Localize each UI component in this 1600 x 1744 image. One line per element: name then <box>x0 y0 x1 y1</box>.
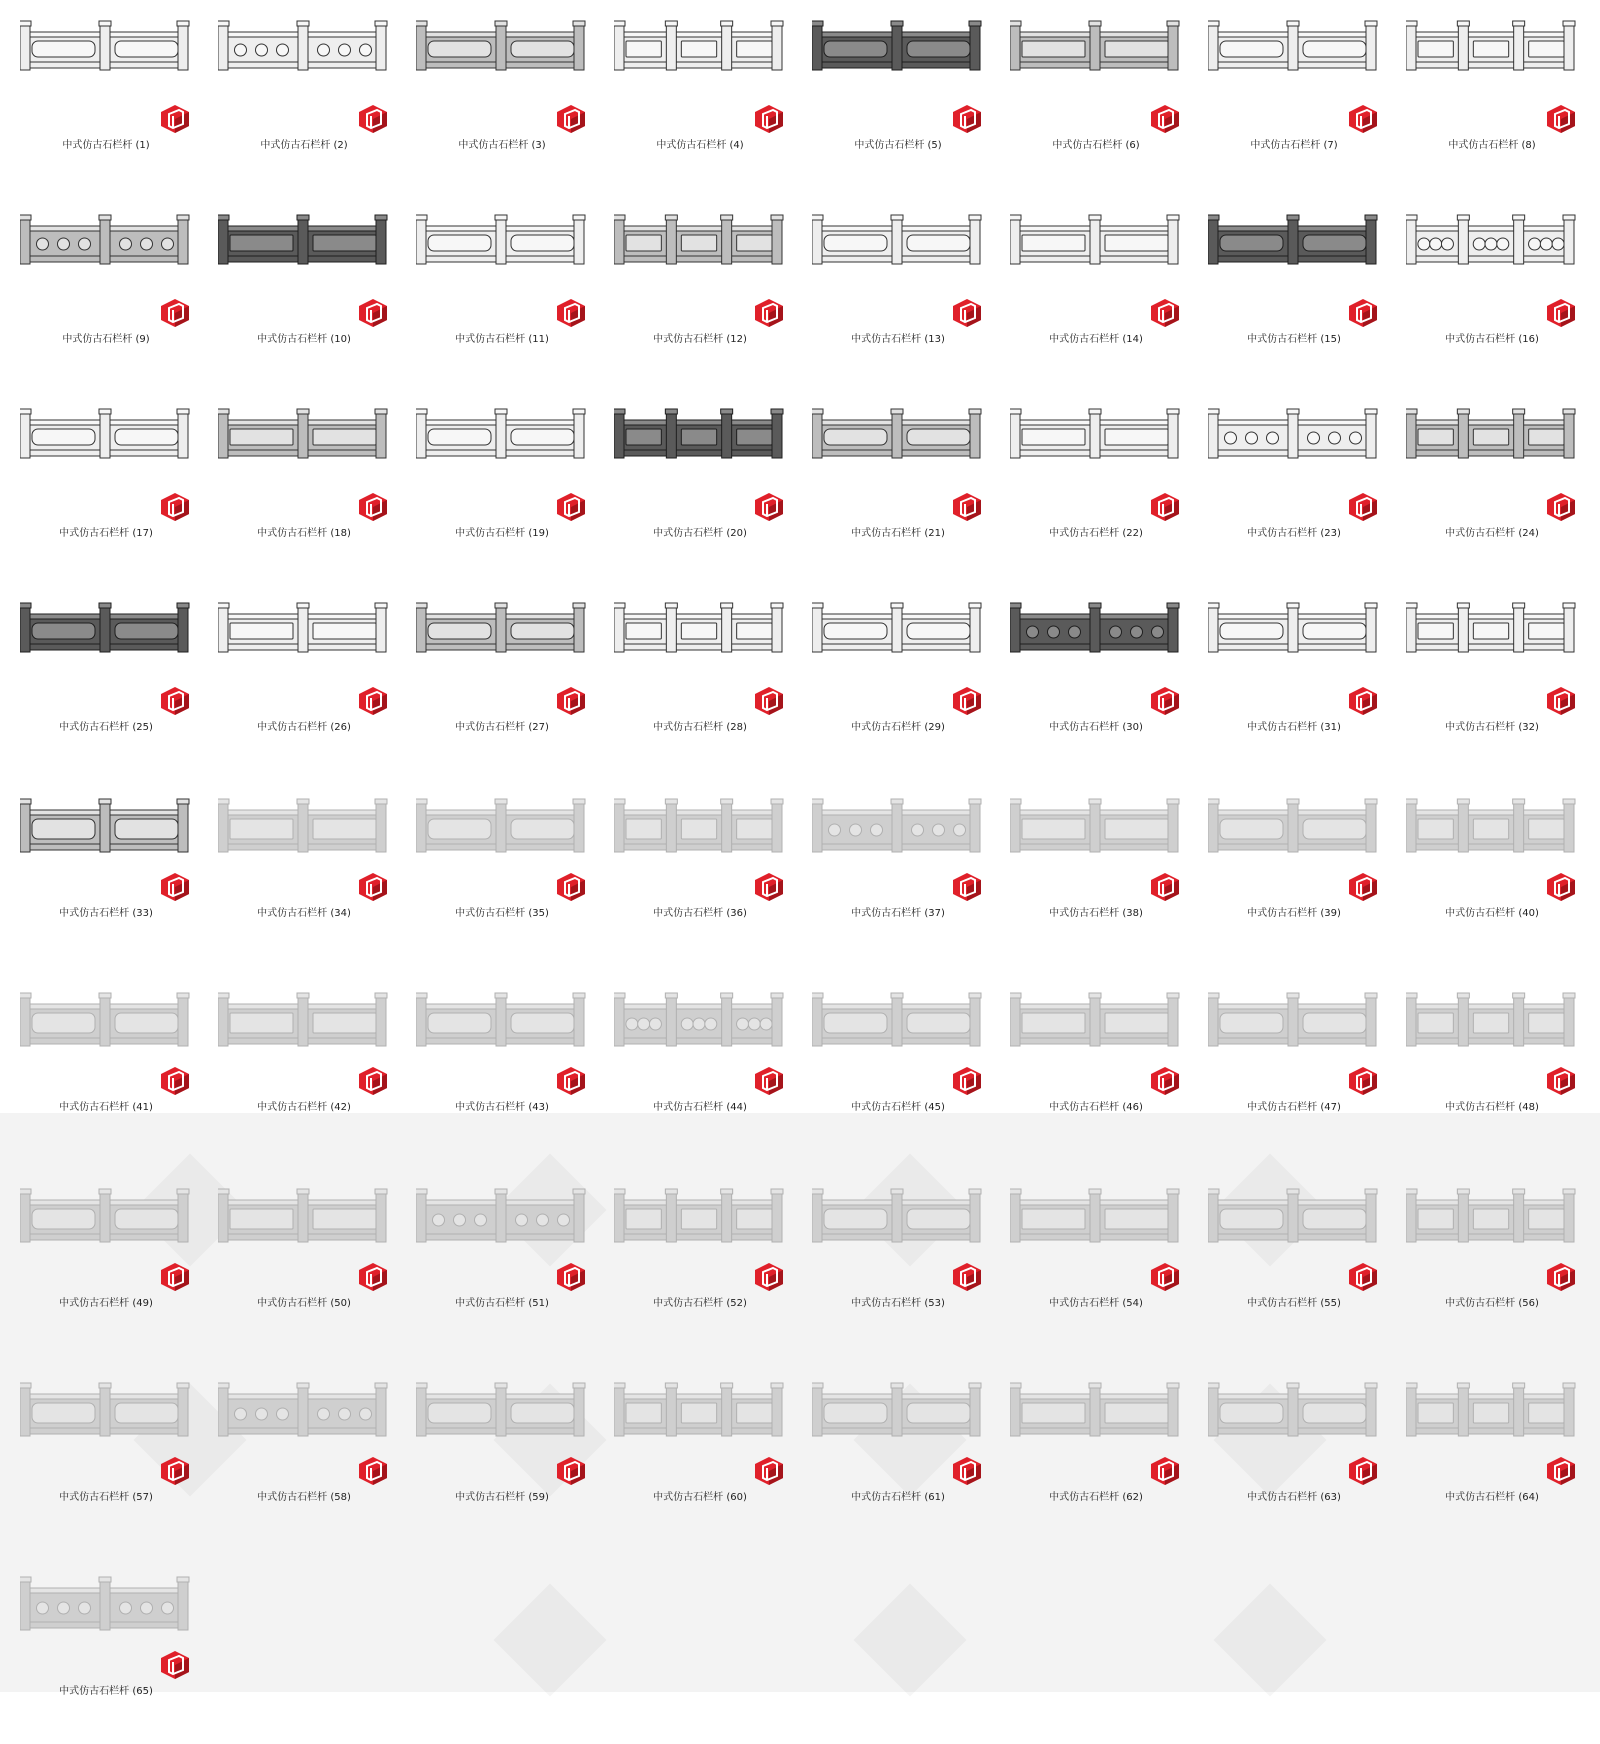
file-item[interactable] <box>1188 590 1386 780</box>
file-item[interactable] <box>198 776 396 966</box>
railing-thumbnail <box>614 1174 784 1258</box>
file-item[interactable] <box>990 202 1188 392</box>
railing-thumbnail <box>1010 16 1180 100</box>
sketchup-file-icon <box>754 1066 784 1096</box>
file-name-label: 中式仿古石栏杆 (43) <box>455 1102 549 1113</box>
file-name-label: 中式仿古石栏杆 (51) <box>455 1298 549 1309</box>
file-item[interactable] <box>990 970 1188 1160</box>
sketchup-file-icon <box>160 1456 190 1486</box>
sketchup-file-icon <box>160 1262 190 1292</box>
railing-thumbnail <box>218 210 388 294</box>
railing-thumbnail <box>416 404 586 488</box>
file-item[interactable] <box>594 202 792 392</box>
sketchup-file-icon <box>1150 104 1180 134</box>
file-name-label: 中式仿古石栏杆 (20) <box>653 528 747 539</box>
railing-thumbnail <box>416 784 586 868</box>
file-name-label: 中式仿古石栏杆 (55) <box>1247 1298 1341 1309</box>
sketchup-file-icon <box>556 686 586 716</box>
railing-thumbnail <box>1010 784 1180 868</box>
sketchup-file-icon <box>358 872 388 902</box>
file-name-label: 中式仿古石栏杆 (11) <box>455 334 549 345</box>
railing-thumbnail <box>812 784 982 868</box>
sketchup-file-icon <box>1150 492 1180 522</box>
file-item[interactable] <box>1386 1360 1584 1550</box>
file-name-label: 中式仿古石栏杆 (30) <box>1049 722 1143 733</box>
railing-thumbnail <box>1406 16 1576 100</box>
file-item[interactable] <box>0 202 198 392</box>
railing-thumbnail <box>812 404 982 488</box>
railing-thumbnail <box>20 1368 190 1452</box>
sketchup-file-icon <box>160 872 190 902</box>
sketchup-file-icon <box>1150 1456 1180 1486</box>
sketchup-file-icon <box>754 104 784 134</box>
file-name-label: 中式仿古石栏杆 (7) <box>1250 140 1338 151</box>
railing-thumbnail <box>1406 404 1576 488</box>
file-name-label: 中式仿古石栏杆 (2) <box>260 140 348 151</box>
file-name-label: 中式仿古石栏杆 (40) <box>1445 908 1539 919</box>
file-name-label: 中式仿古石栏杆 (9) <box>62 334 150 345</box>
railing-thumbnail <box>1406 598 1576 682</box>
sketchup-file-icon <box>160 298 190 328</box>
file-item[interactable] <box>198 970 396 1160</box>
file-name-label: 中式仿古石栏杆 (63) <box>1247 1492 1341 1503</box>
railing-thumbnail <box>614 404 784 488</box>
file-name-label: 中式仿古石栏杆 (39) <box>1247 908 1341 919</box>
file-name-label: 中式仿古石栏杆 (12) <box>653 334 747 345</box>
file-name-label: 中式仿古石栏杆 (5) <box>854 140 942 151</box>
file-item[interactable] <box>990 8 1188 198</box>
file-name-label: 中式仿古石栏杆 (27) <box>455 722 549 733</box>
file-name-label: 中式仿古石栏杆 (59) <box>455 1492 549 1503</box>
file-name-label: 中式仿古石栏杆 (44) <box>653 1102 747 1113</box>
file-name-label: 中式仿古石栏杆 (22) <box>1049 528 1143 539</box>
sketchup-file-icon <box>160 104 190 134</box>
railing-thumbnail <box>614 784 784 868</box>
sketchup-file-icon <box>754 686 784 716</box>
railing-thumbnail <box>416 1174 586 1258</box>
railing-thumbnail <box>218 1174 388 1258</box>
sketchup-file-icon <box>754 1456 784 1486</box>
sketchup-file-icon <box>952 686 982 716</box>
sketchup-file-icon <box>358 1066 388 1096</box>
file-item[interactable] <box>1386 590 1584 780</box>
sketchup-file-icon <box>754 492 784 522</box>
railing-thumbnail <box>20 1174 190 1258</box>
sketchup-file-icon <box>556 104 586 134</box>
railing-thumbnail <box>1406 210 1576 294</box>
file-name-label: 中式仿古石栏杆 (58) <box>257 1492 351 1503</box>
railing-thumbnail <box>1010 1368 1180 1452</box>
file-item[interactable] <box>594 1360 792 1550</box>
sketchup-file-icon <box>1348 298 1378 328</box>
railing-thumbnail <box>812 210 982 294</box>
file-item[interactable] <box>1188 1360 1386 1550</box>
sketchup-file-icon <box>556 1066 586 1096</box>
sketchup-file-icon <box>160 492 190 522</box>
file-name-label: 中式仿古石栏杆 (4) <box>656 140 744 151</box>
file-name-label: 中式仿古石栏杆 (28) <box>653 722 747 733</box>
file-item[interactable] <box>990 1166 1188 1356</box>
file-item[interactable] <box>198 1166 396 1356</box>
file-item[interactable] <box>198 396 396 586</box>
file-item[interactable] <box>0 590 198 780</box>
railing-thumbnail <box>1010 210 1180 294</box>
file-item[interactable] <box>198 1360 396 1550</box>
railing-thumbnail <box>812 598 982 682</box>
railing-thumbnail <box>614 16 784 100</box>
file-item[interactable] <box>198 202 396 392</box>
sketchup-file-icon <box>1546 104 1576 134</box>
sketchup-file-icon <box>1348 1456 1378 1486</box>
file-item[interactable] <box>594 396 792 586</box>
railing-thumbnail <box>1010 1174 1180 1258</box>
file-item[interactable] <box>990 776 1188 966</box>
railing-thumbnail <box>218 404 388 488</box>
file-name-label: 中式仿古石栏杆 (50) <box>257 1298 351 1309</box>
file-name-label: 中式仿古石栏杆 (14) <box>1049 334 1143 345</box>
file-item[interactable] <box>594 776 792 966</box>
railing-thumbnail <box>614 210 784 294</box>
railing-thumbnail <box>416 16 586 100</box>
file-name-label: 中式仿古石栏杆 (33) <box>59 908 153 919</box>
railing-thumbnail <box>614 978 784 1062</box>
sketchup-file-icon <box>556 492 586 522</box>
railing-thumbnail <box>20 404 190 488</box>
file-item[interactable] <box>1386 970 1584 1160</box>
file-name-label: 中式仿古石栏杆 (46) <box>1049 1102 1143 1113</box>
file-name-label: 中式仿古石栏杆 (23) <box>1247 528 1341 539</box>
file-name-label: 中式仿古石栏杆 (25) <box>59 722 153 733</box>
file-item[interactable] <box>1188 1166 1386 1356</box>
file-name-label: 中式仿古石栏杆 (16) <box>1445 334 1539 345</box>
file-item[interactable] <box>792 970 990 1160</box>
file-item[interactable] <box>396 8 594 198</box>
file-name-label: 中式仿古石栏杆 (47) <box>1247 1102 1341 1113</box>
file-item[interactable] <box>0 1166 198 1356</box>
railing-thumbnail <box>614 598 784 682</box>
railing-thumbnail <box>1208 16 1378 100</box>
sketchup-file-icon <box>556 1456 586 1486</box>
sketchup-file-icon <box>1348 1066 1378 1096</box>
sketchup-file-icon <box>1546 1262 1576 1292</box>
file-item[interactable] <box>792 1360 990 1550</box>
sketchup-file-icon <box>358 1456 388 1486</box>
sketchup-file-icon <box>952 872 982 902</box>
file-item[interactable] <box>198 8 396 198</box>
railing-thumbnail <box>1406 1368 1576 1452</box>
sketchup-file-icon <box>1348 1262 1378 1292</box>
file-item[interactable] <box>594 1166 792 1356</box>
railing-thumbnail <box>1010 978 1180 1062</box>
railing-thumbnail <box>1208 210 1378 294</box>
file-name-label: 中式仿古石栏杆 (15) <box>1247 334 1341 345</box>
file-name-label: 中式仿古石栏杆 (13) <box>851 334 945 345</box>
file-item[interactable] <box>1386 8 1584 198</box>
sketchup-file-icon <box>160 1066 190 1096</box>
railing-thumbnail <box>20 16 190 100</box>
sketchup-file-icon <box>556 872 586 902</box>
sketchup-file-icon <box>1546 298 1576 328</box>
railing-thumbnail <box>20 978 190 1062</box>
sketchup-file-icon <box>952 1456 982 1486</box>
file-name-label: 中式仿古石栏杆 (29) <box>851 722 945 733</box>
sketchup-file-icon <box>1348 104 1378 134</box>
railing-thumbnail <box>416 598 586 682</box>
file-item[interactable] <box>198 590 396 780</box>
railing-thumbnail <box>20 1562 190 1646</box>
file-item[interactable] <box>396 1360 594 1550</box>
railing-thumbnail <box>1208 404 1378 488</box>
railing-thumbnail <box>416 1368 586 1452</box>
sketchup-file-icon <box>754 872 784 902</box>
sketchup-file-icon <box>1546 492 1576 522</box>
file-name-label: 中式仿古石栏杆 (48) <box>1445 1102 1539 1113</box>
file-name-label: 中式仿古石栏杆 (36) <box>653 908 747 919</box>
file-item[interactable] <box>792 396 990 586</box>
railing-thumbnail <box>1208 1174 1378 1258</box>
sketchup-file-icon <box>1150 298 1180 328</box>
sketchup-file-icon <box>952 1066 982 1096</box>
file-item[interactable] <box>1188 396 1386 586</box>
railing-thumbnail <box>1406 978 1576 1062</box>
file-item[interactable] <box>396 776 594 966</box>
sketchup-file-icon <box>358 492 388 522</box>
sketchup-file-icon <box>1546 1066 1576 1096</box>
file-name-label: 中式仿古石栏杆 (62) <box>1049 1492 1143 1503</box>
sketchup-file-icon <box>952 492 982 522</box>
file-name-label: 中式仿古石栏杆 (61) <box>851 1492 945 1503</box>
railing-thumbnail <box>416 978 586 1062</box>
file-item[interactable] <box>396 396 594 586</box>
sketchup-file-icon <box>1348 872 1378 902</box>
sketchup-file-icon <box>952 1262 982 1292</box>
file-item[interactable] <box>1386 776 1584 966</box>
sketchup-file-icon <box>1348 492 1378 522</box>
file-name-label: 中式仿古石栏杆 (18) <box>257 528 351 539</box>
sketchup-file-icon <box>754 298 784 328</box>
file-name-label: 中式仿古石栏杆 (35) <box>455 908 549 919</box>
railing-thumbnail <box>1010 404 1180 488</box>
file-item[interactable] <box>1386 1166 1584 1356</box>
sketchup-file-icon <box>358 298 388 328</box>
file-item[interactable] <box>594 590 792 780</box>
file-name-label: 中式仿古石栏杆 (6) <box>1052 140 1140 151</box>
file-name-label: 中式仿古石栏杆 (41) <box>59 1102 153 1113</box>
sketchup-file-icon <box>1150 686 1180 716</box>
sketchup-file-icon <box>1150 872 1180 902</box>
sketchup-file-icon <box>1348 686 1378 716</box>
file-item[interactable] <box>396 1166 594 1356</box>
file-item[interactable] <box>1188 970 1386 1160</box>
file-item[interactable] <box>792 8 990 198</box>
file-name-label: 中式仿古石栏杆 (42) <box>257 1102 351 1113</box>
railing-thumbnail <box>1010 598 1180 682</box>
file-item[interactable] <box>1386 396 1584 586</box>
file-name-label: 中式仿古石栏杆 (60) <box>653 1492 747 1503</box>
file-name-label: 中式仿古石栏杆 (8) <box>1448 140 1536 151</box>
file-name-label: 中式仿古石栏杆 (3) <box>458 140 546 151</box>
railing-thumbnail <box>614 1368 784 1452</box>
railing-thumbnail <box>1208 1368 1378 1452</box>
file-item[interactable] <box>792 590 990 780</box>
railing-thumbnail <box>1208 784 1378 868</box>
file-item[interactable] <box>396 970 594 1160</box>
file-name-label: 中式仿古石栏杆 (1) <box>62 140 150 151</box>
file-item[interactable] <box>0 8 198 198</box>
sketchup-file-icon <box>1150 1066 1180 1096</box>
railing-thumbnail <box>812 16 982 100</box>
sketchup-file-icon <box>1546 872 1576 902</box>
file-name-label: 中式仿古石栏杆 (24) <box>1445 528 1539 539</box>
file-name-label: 中式仿古石栏杆 (53) <box>851 1298 945 1309</box>
file-name-label: 中式仿古石栏杆 (34) <box>257 908 351 919</box>
file-name-label: 中式仿古石栏杆 (52) <box>653 1298 747 1309</box>
file-item[interactable] <box>792 1166 990 1356</box>
file-item[interactable] <box>0 776 198 966</box>
file-name-label: 中式仿古石栏杆 (38) <box>1049 908 1143 919</box>
railing-thumbnail <box>812 1174 982 1258</box>
railing-thumbnail <box>1406 784 1576 868</box>
railing-thumbnail <box>20 598 190 682</box>
file-name-label: 中式仿古石栏杆 (31) <box>1247 722 1341 733</box>
file-item[interactable] <box>396 202 594 392</box>
file-item[interactable] <box>594 8 792 198</box>
sketchup-file-icon <box>1546 1456 1576 1486</box>
file-item[interactable] <box>1188 8 1386 198</box>
sketchup-file-icon <box>358 686 388 716</box>
file-item[interactable] <box>1188 776 1386 966</box>
file-name-label: 中式仿古石栏杆 (17) <box>59 528 153 539</box>
file-name-label: 中式仿古石栏杆 (37) <box>851 908 945 919</box>
railing-thumbnail <box>218 978 388 1062</box>
file-item[interactable] <box>990 396 1188 586</box>
file-name-label: 中式仿古石栏杆 (26) <box>257 722 351 733</box>
sketchup-file-icon <box>952 104 982 134</box>
file-item[interactable] <box>0 970 198 1160</box>
file-item[interactable] <box>0 1360 198 1550</box>
file-name-label: 中式仿古石栏杆 (57) <box>59 1492 153 1503</box>
railing-thumbnail <box>218 16 388 100</box>
file-name-label: 中式仿古石栏杆 (10) <box>257 334 351 345</box>
railing-thumbnail <box>416 210 586 294</box>
railing-thumbnail <box>20 784 190 868</box>
railing-thumbnail <box>218 598 388 682</box>
sketchup-file-icon <box>952 298 982 328</box>
railing-thumbnail <box>218 1368 388 1452</box>
file-name-label: 中式仿古石栏杆 (45) <box>851 1102 945 1113</box>
sketchup-file-icon <box>358 1262 388 1292</box>
file-name-label: 中式仿古石栏杆 (65) <box>59 1686 153 1697</box>
sketchup-file-icon <box>160 1650 190 1680</box>
file-item[interactable] <box>1188 202 1386 392</box>
file-item[interactable] <box>0 1554 198 1744</box>
file-name-label: 中式仿古石栏杆 (19) <box>455 528 549 539</box>
file-item[interactable] <box>990 590 1188 780</box>
file-item[interactable] <box>396 590 594 780</box>
sketchup-file-icon <box>1150 1262 1180 1292</box>
sketchup-file-icon <box>1546 686 1576 716</box>
file-name-label: 中式仿古石栏杆 (54) <box>1049 1298 1143 1309</box>
railing-thumbnail <box>812 1368 982 1452</box>
file-item[interactable] <box>792 202 990 392</box>
file-item[interactable] <box>0 396 198 586</box>
railing-thumbnail <box>1208 978 1378 1062</box>
sketchup-file-icon <box>556 1262 586 1292</box>
file-item[interactable] <box>594 970 792 1160</box>
sketchup-file-icon <box>358 104 388 134</box>
sketchup-file-icon <box>556 298 586 328</box>
railing-thumbnail <box>20 210 190 294</box>
file-name-label: 中式仿古石栏杆 (56) <box>1445 1298 1539 1309</box>
sketchup-file-icon <box>754 1262 784 1292</box>
file-item[interactable] <box>990 1360 1188 1550</box>
file-name-label: 中式仿古石栏杆 (49) <box>59 1298 153 1309</box>
railing-thumbnail <box>812 978 982 1062</box>
railing-thumbnail <box>1208 598 1378 682</box>
railing-thumbnail <box>1406 1174 1576 1258</box>
file-name-label: 中式仿古石栏杆 (32) <box>1445 722 1539 733</box>
file-name-label: 中式仿古石栏杆 (21) <box>851 528 945 539</box>
railing-thumbnail <box>218 784 388 868</box>
sketchup-file-icon <box>160 686 190 716</box>
file-item[interactable] <box>792 776 990 966</box>
file-item[interactable] <box>1386 202 1584 392</box>
file-name-label: 中式仿古石栏杆 (64) <box>1445 1492 1539 1503</box>
